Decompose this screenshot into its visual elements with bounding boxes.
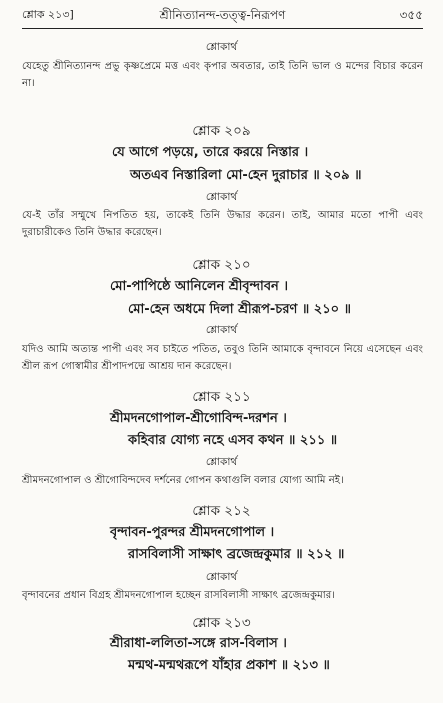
translation-text: যদিও আমি অত্যন্ত পাপী এবং সব চাইতে পতিত, তবুও তিনি আমাকে বৃন্দাবনে নিয়ে এসেছেন এবং শ্রীল রূপ গোস্বামীর শ্রীপাদপদ্মে আশ্রয় দান করেছেন। <box>22 344 423 372</box>
page-number: ৩৫৫ <box>399 8 423 22</box>
verse-line-2: রাসবিলাসী সাক্ষাৎ ব্রজেন্দ্রকুমার ॥ ২১২ ॥ <box>128 547 345 562</box>
translation-text: শ্রীমদনগোপাল ও শ্রীগোবিন্দদেব দর্শনের গোপন কথাগুলি বলার যোগ্য আমি নই। <box>22 475 344 486</box>
translation-text: যে-ই তাঁর সম্মুখে নিপতিত হয়, তাকেই তিনি উদ্ধার করেন। তাই, আমার মতো পাপী এবং দুরাচারীকেও তিনি উদ্ধার করেছেন। <box>22 210 423 238</box>
verse-number: শ্লোক ২১৩ <box>192 615 251 631</box>
verse-number: শ্লোক ২১০ <box>192 257 251 273</box>
translation-heading: শ্লোকার্থ <box>205 571 238 583</box>
verse-line-1: মো-পাপিষ্ঠে আনিলেন শ্রীবৃন্দাবন । <box>110 279 288 294</box>
translation-text: যেহেতু শ্রীনিত্যানন্দ প্রভু কৃষ্ণপ্রেমে মত্ত এবং কৃপার অবতার, তাই তিনি ভাল ও মন্দের বিচার করেন না। <box>22 61 423 89</box>
verse-line-2: মো-হেন অধমে দিলা শ্রীরূপ-চরণ ॥ ২১০ ॥ <box>128 302 351 317</box>
translation-heading: শ্লোকার্থ <box>205 41 238 53</box>
header-chapter-title: শ্রীনিত্যানন্দ-তত্ত্ব-নিরূপণ <box>159 8 286 22</box>
translation-heading: শ্লোকার্থ <box>205 456 238 468</box>
verse-line-2: কহিবার যোগ্য নহে এসব কথন ॥ ২১১ ॥ <box>128 433 338 448</box>
verse-line-1: বৃন্দাবন-পুরন্দর শ্রীমদনগোপাল । <box>110 525 275 540</box>
verse-line-1: শ্রীমদনগোপাল-শ্রীগোবিন্দ-দরশন । <box>110 411 287 426</box>
verse-line-2: অতএব নিস্তারিলা মো-হেন দুরাচার ॥ ২০৯ ॥ <box>130 168 362 183</box>
verse-number: শ্লোক ২১১ <box>192 389 251 405</box>
translation-text: বৃন্দাবনের প্রধান বিগ্রহ শ্রীমদনগোপাল হচ্ছেন রাসবিলাসী সাক্ষাৎ ব্রজেন্দ্রকুমার। <box>22 590 335 601</box>
translation-heading: শ্লোকার্থ <box>205 191 238 203</box>
running-header <box>22 2 423 29</box>
verse-line-2: মন্মথ-মন্মথরূপে যাঁহার প্রকাশ ॥ ২১৩ ॥ <box>128 658 330 673</box>
verse-number: শ্লোক ২০৯ <box>192 123 251 139</box>
verse-line-1: শ্রীরাধা-ললিতা-সঙ্গে রাস-বিলাস । <box>110 636 287 651</box>
translation-heading: শ্লোকার্থ <box>205 324 238 336</box>
verse-number: শ্লোক ২১২ <box>192 503 251 519</box>
verse-line-1: যে আগে পড়য়ে, তারে করয়ে নিস্তার । <box>112 145 309 160</box>
header-verse-ref: শ্লোক ২১৩] <box>22 8 74 21</box>
